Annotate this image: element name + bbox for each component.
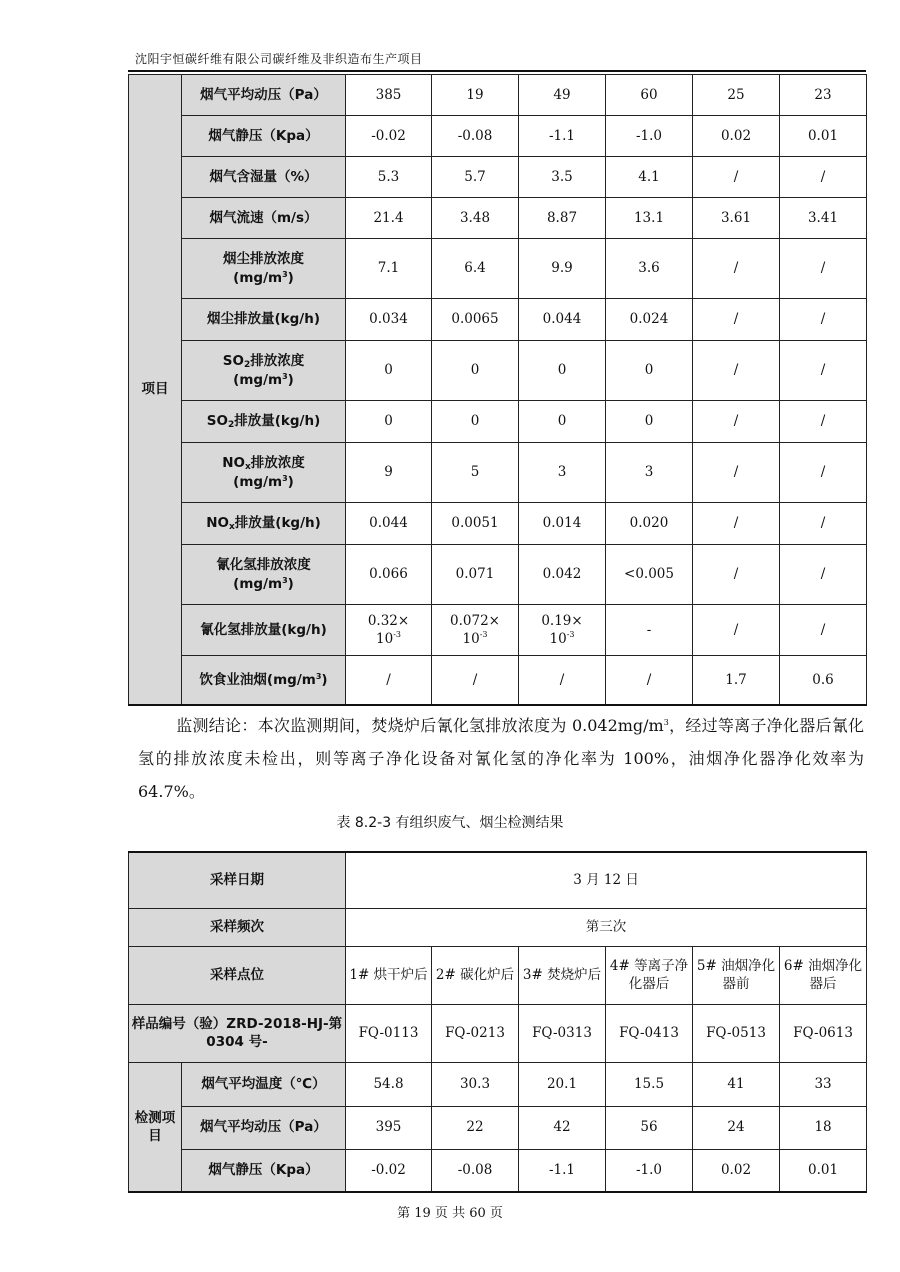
cell: / xyxy=(432,656,519,705)
label-text: 氰化氢排放浓度 xyxy=(216,557,311,574)
table-row xyxy=(129,852,867,908)
label-text: SO xyxy=(222,352,244,369)
cell: / xyxy=(693,443,780,503)
cell xyxy=(519,605,606,656)
page-footer: 第 19 页 共 60 页 xyxy=(397,1206,503,1221)
value-base: 10 xyxy=(549,631,567,647)
sample-number-label: 样品编号（验）ZRD-2018-HJ-第 0304 号- xyxy=(129,1004,346,1062)
label-unit: (mg/m xyxy=(233,473,283,490)
row-label xyxy=(182,443,346,503)
cell: - xyxy=(606,605,693,656)
cell: / xyxy=(693,239,780,299)
cell: 0 xyxy=(519,401,606,443)
table-row xyxy=(129,503,867,545)
sample-number: FQ-0113 xyxy=(346,1004,432,1062)
row-label: 烟气平均动压（Pa） xyxy=(182,1106,346,1149)
row-label: 烟气静压（Kpa） xyxy=(182,1149,346,1192)
label-text: 饮食业油烟(mg/m xyxy=(199,671,316,688)
cell: 0 xyxy=(606,341,693,401)
cell: 0.024 xyxy=(606,299,693,341)
table-row xyxy=(129,75,867,116)
table-row xyxy=(129,157,867,198)
monitoring-table-continued xyxy=(128,74,867,706)
header-rule xyxy=(128,70,866,72)
cell: 0.044 xyxy=(519,299,606,341)
label-unit-end: ) xyxy=(287,371,294,388)
cell: 5 xyxy=(432,443,519,503)
cell: 3 xyxy=(606,443,693,503)
table-row xyxy=(129,239,867,299)
cell: 8.87 xyxy=(519,198,606,239)
cell: 0.01 xyxy=(780,116,867,157)
row-label: 烟气流速（m/s） xyxy=(182,198,346,239)
conclusion-paragraph xyxy=(138,706,864,808)
sampling-frequency-value: 第三次 xyxy=(346,908,867,946)
table-row xyxy=(129,1062,867,1106)
cell: 3 xyxy=(519,443,606,503)
row-label xyxy=(182,341,346,401)
row-label: 烟尘排放量(kg/h) xyxy=(182,299,346,341)
cell: -1.1 xyxy=(519,116,606,157)
value-base: 10 xyxy=(376,631,394,647)
cell: 0.01 xyxy=(780,1149,867,1192)
cell: -0.08 xyxy=(432,1149,519,1192)
cell: 0.071 xyxy=(432,545,519,605)
cell: / xyxy=(693,157,780,198)
sampling-point: 5# 油烟净化器前 xyxy=(693,946,780,1004)
sampling-point: 1# 烘干炉后 xyxy=(346,946,432,1004)
label-subscript: x xyxy=(244,461,251,472)
cell: / xyxy=(693,401,780,443)
row-label: 烟气静压（Kpa） xyxy=(182,116,346,157)
row-label: 氰化氢排放量(kg/h) xyxy=(182,605,346,656)
cell: <0.005 xyxy=(606,545,693,605)
value-mantissa: 0.072× xyxy=(450,612,500,629)
label-unit-end: ) xyxy=(287,473,294,490)
cell: 30.3 xyxy=(432,1062,519,1106)
cell: 6.4 xyxy=(432,239,519,299)
cell: 0 xyxy=(432,401,519,443)
table-row xyxy=(129,443,867,503)
cell: / xyxy=(780,401,867,443)
row-label: 烟气平均动压（Pa） xyxy=(182,75,346,116)
cell: 22 xyxy=(432,1106,519,1149)
value-exponent: -3 xyxy=(566,630,575,639)
sample-number: FQ-0613 xyxy=(780,1004,867,1062)
table-row xyxy=(129,545,867,605)
cell: 18 xyxy=(780,1106,867,1149)
value-exponent: -3 xyxy=(479,630,488,639)
cell: 0.02 xyxy=(693,116,780,157)
sampling-point: 4# 等离子净化器后 xyxy=(606,946,693,1004)
label-text: 烟尘排放浓度 xyxy=(223,251,304,268)
cell: / xyxy=(780,605,867,656)
cell: 0.042 xyxy=(519,545,606,605)
conclusion-superscript: 3 xyxy=(663,718,669,727)
cell: 0.044 xyxy=(346,503,432,545)
label-text-2: 排放浓度 xyxy=(250,352,305,369)
row-label: 烟气平均温度（℃） xyxy=(182,1062,346,1106)
cell: 3.5 xyxy=(519,157,606,198)
cell: 21.4 xyxy=(346,198,432,239)
sampling-frequency-label: 采样频次 xyxy=(129,908,346,946)
row-label xyxy=(182,401,346,443)
cell: / xyxy=(780,503,867,545)
cell: 0 xyxy=(346,401,432,443)
cell: 0.014 xyxy=(519,503,606,545)
sample-number: FQ-0213 xyxy=(432,1004,519,1062)
cell: 19 xyxy=(432,75,519,116)
row-label: 烟气含湿量（%） xyxy=(182,157,346,198)
label-superscript: 3 xyxy=(282,371,288,381)
label-subscript: 2 xyxy=(227,419,235,430)
sampling-point: 2# 碳化炉后 xyxy=(432,946,519,1004)
table-row xyxy=(129,656,867,705)
cell: 3.6 xyxy=(606,239,693,299)
cell: / xyxy=(606,656,693,705)
cell: 0.066 xyxy=(346,545,432,605)
label-subscript: 2 xyxy=(243,359,251,370)
cell: 9.9 xyxy=(519,239,606,299)
cell: 5.3 xyxy=(346,157,432,198)
value-mantissa: 0.32× xyxy=(367,612,410,629)
cell: / xyxy=(780,299,867,341)
table-row xyxy=(129,401,867,443)
cell: 56 xyxy=(606,1106,693,1149)
cell: -1.0 xyxy=(606,116,693,157)
cell: 9 xyxy=(346,443,432,503)
page-header: 沈阳宇恒碳纤维有限公司碳纤维及非织造布生产项目 xyxy=(135,52,423,66)
label-unit: (mg/m xyxy=(233,371,283,388)
sampling-point-label: 采样点位 xyxy=(129,946,346,1004)
cell: 3.41 xyxy=(780,198,867,239)
cell: -1.1 xyxy=(519,1149,606,1192)
cell: / xyxy=(780,341,867,401)
table-caption: 表 8.2-3 有组织废气、烟尘检测结果 xyxy=(336,815,564,831)
sampling-date-label: 采样日期 xyxy=(129,852,346,908)
cell: 4.1 xyxy=(606,157,693,198)
table-row xyxy=(129,908,867,946)
label-text-2: 排放量(kg/h) xyxy=(234,412,321,429)
label-subscript: x xyxy=(228,521,235,532)
cell: 20.1 xyxy=(519,1062,606,1106)
table-row xyxy=(129,198,867,239)
value-base: 10 xyxy=(462,631,480,647)
label-superscript: 3 xyxy=(315,671,322,681)
cell: 0 xyxy=(519,341,606,401)
conclusion-text-2: ，经过等离子净化器后氰化氢的排放浓度未检出，则等离子净化设备对氰化氢的净化率为 100%，油烟净化器净化效率为 64.7%。 xyxy=(138,716,864,801)
cell: 54.8 xyxy=(346,1062,432,1106)
table-row xyxy=(129,1149,867,1192)
cell: 0.6 xyxy=(780,656,867,705)
row-label xyxy=(182,239,346,299)
cell: 23 xyxy=(780,75,867,116)
cell: 7.1 xyxy=(346,239,432,299)
cell: 395 xyxy=(346,1106,432,1149)
value-mantissa: 0.19× xyxy=(541,612,583,629)
table-row xyxy=(129,341,867,401)
sampling-point: 6# 油烟净化器后 xyxy=(780,946,867,1004)
cell: / xyxy=(693,341,780,401)
table-row xyxy=(129,1004,867,1062)
cell: 42 xyxy=(519,1106,606,1149)
table-row xyxy=(129,1106,867,1149)
sample-number: FQ-0313 xyxy=(519,1004,606,1062)
label-text: SO xyxy=(206,412,228,429)
row-label xyxy=(182,503,346,545)
table-row xyxy=(129,605,867,656)
cell: -1.0 xyxy=(606,1149,693,1192)
side-label: 检测项目 xyxy=(129,1062,182,1192)
sample-number: FQ-0413 xyxy=(606,1004,693,1062)
label-text-2: 排放浓度 xyxy=(250,454,305,471)
cell: 0 xyxy=(432,341,519,401)
cell: / xyxy=(780,239,867,299)
sampling-point: 3# 焚烧炉后 xyxy=(519,946,606,1004)
label-superscript: 3 xyxy=(282,473,288,483)
label-text: NO xyxy=(222,454,245,471)
cell: 385 xyxy=(346,75,432,116)
label-unit-end: ) xyxy=(321,671,328,688)
cell: / xyxy=(346,656,432,705)
cell: 0.0065 xyxy=(432,299,519,341)
cell: 25 xyxy=(693,75,780,116)
cell: -0.08 xyxy=(432,116,519,157)
cell: 33 xyxy=(780,1062,867,1106)
value-exponent: -3 xyxy=(393,630,401,639)
cell xyxy=(432,605,519,656)
cell: 3.61 xyxy=(693,198,780,239)
cell: 49 xyxy=(519,75,606,116)
sample-number: FQ-0513 xyxy=(693,1004,780,1062)
cell: 0.034 xyxy=(346,299,432,341)
cell: 0.020 xyxy=(606,503,693,545)
cell: / xyxy=(780,157,867,198)
cell: -0.02 xyxy=(346,1149,432,1192)
row-label xyxy=(182,545,346,605)
row-label xyxy=(182,656,346,705)
cell: 0.0051 xyxy=(432,503,519,545)
cell: / xyxy=(693,545,780,605)
cell: -0.02 xyxy=(346,116,432,157)
cell: 5.7 xyxy=(432,157,519,198)
cell: 3.48 xyxy=(432,198,519,239)
label-unit-end: ) xyxy=(287,269,294,286)
label-unit: (mg/m xyxy=(233,269,283,286)
cell: 0.02 xyxy=(693,1149,780,1192)
label-superscript: 3 xyxy=(282,575,288,585)
cell: 1.7 xyxy=(693,656,780,705)
table-row xyxy=(129,116,867,157)
label-text-2: 排放量(kg/h) xyxy=(234,514,321,531)
cell: / xyxy=(780,545,867,605)
cell: 41 xyxy=(693,1062,780,1106)
cell: 15.5 xyxy=(606,1062,693,1106)
cell: 13.1 xyxy=(606,198,693,239)
table-row xyxy=(129,946,867,1004)
cell: 0 xyxy=(346,341,432,401)
cell: / xyxy=(780,443,867,503)
emission-results-table xyxy=(128,851,867,1193)
table-row xyxy=(129,299,867,341)
label-unit-end: ) xyxy=(287,575,294,592)
label-unit: (mg/m xyxy=(233,575,283,592)
label-text: NO xyxy=(206,514,229,531)
cell: 24 xyxy=(693,1106,780,1149)
conclusion-text: 监测结论：本次监测期间，焚烧炉后氰化氢排放浓度为 0.042mg/m xyxy=(176,716,664,735)
cell: / xyxy=(693,605,780,656)
cell: 60 xyxy=(606,75,693,116)
cell: / xyxy=(519,656,606,705)
side-label: 项目 xyxy=(129,75,182,705)
label-superscript: 3 xyxy=(282,269,288,279)
sampling-date-value: 3 月 12 日 xyxy=(346,852,867,908)
cell: 0 xyxy=(606,401,693,443)
cell: / xyxy=(693,299,780,341)
cell xyxy=(346,605,432,656)
cell: / xyxy=(693,503,780,545)
